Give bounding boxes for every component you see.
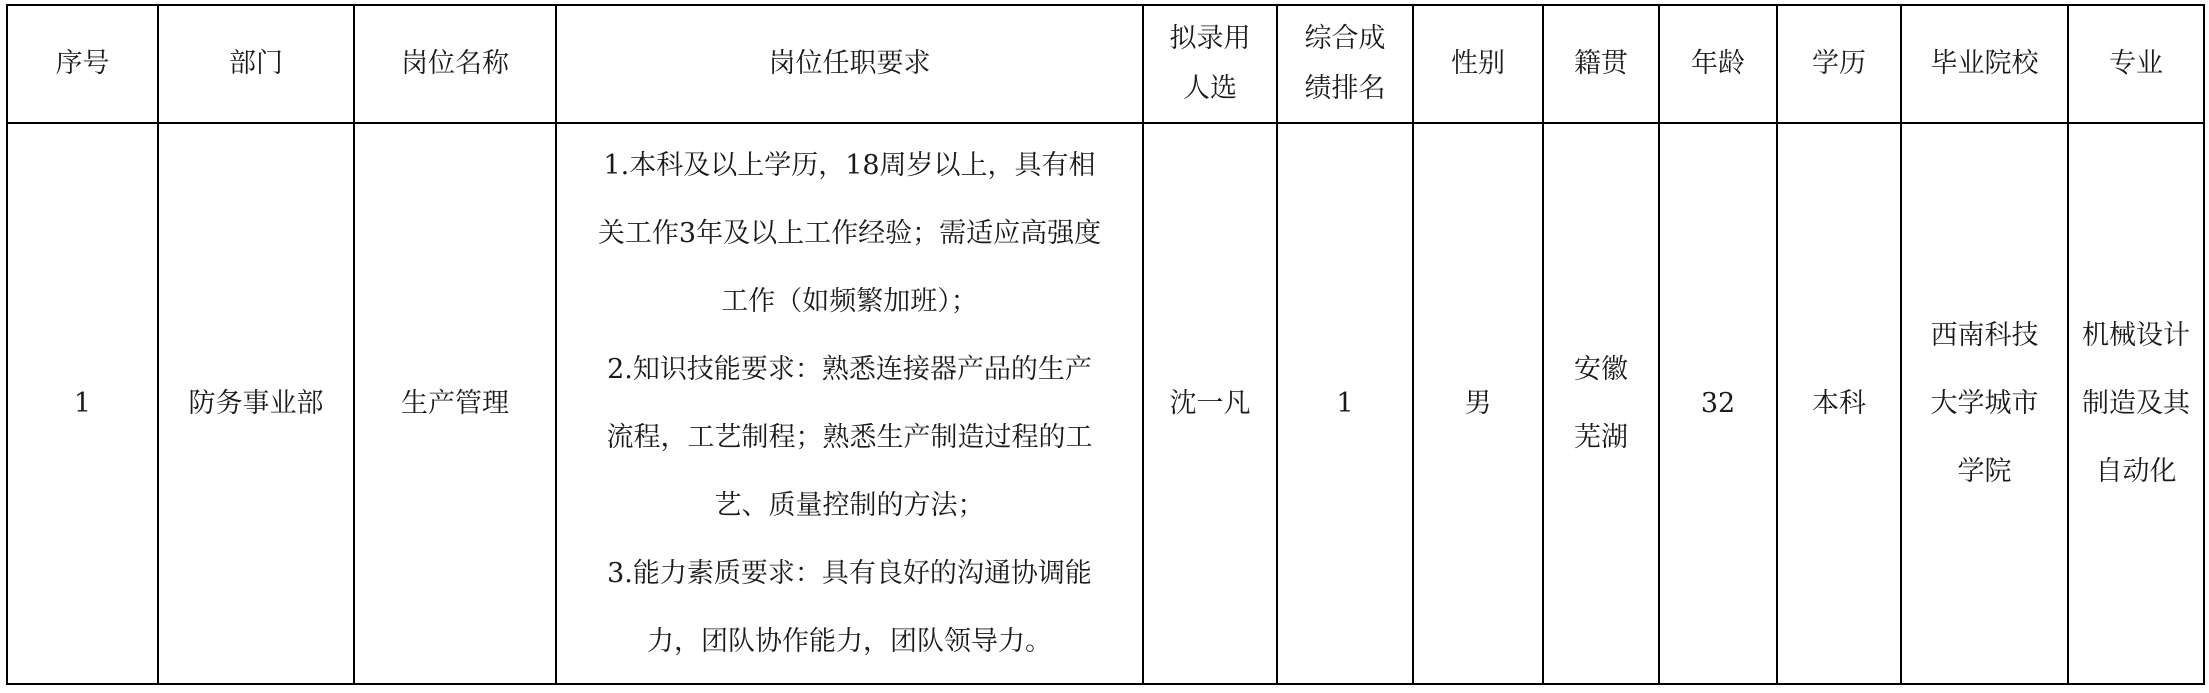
- header-requirements: 岗位任职要求: [556, 5, 1143, 123]
- header-candidate: [1143, 5, 1277, 123]
- cell-candidate: 沈一凡: [1143, 123, 1277, 684]
- cell-gender: 男: [1413, 123, 1543, 684]
- cell-seq: 1: [7, 123, 158, 684]
- header-seq: 序号: [7, 5, 158, 123]
- header-rank: [1277, 5, 1413, 123]
- requirement-line: 工作（如频繁加班）；: [721, 285, 978, 317]
- cell-education: 本科: [1777, 123, 1901, 684]
- header-origin: 籍贯: [1543, 5, 1659, 123]
- cell-major-text: 机械设计制造及其自动化: [2082, 319, 2190, 487]
- header-dept: 部门: [158, 5, 354, 123]
- header-gender: 性别: [1413, 5, 1543, 123]
- header-age: 年龄: [1659, 5, 1777, 123]
- cell-dept: 防务事业部: [158, 123, 354, 684]
- header-candidate-text: 拟录用人选: [1169, 23, 1251, 104]
- header-position: 岗位名称: [354, 5, 556, 123]
- cell-rank: 1: [1277, 123, 1413, 684]
- header-rank-text: 综合成绩排名: [1304, 23, 1386, 104]
- requirement-line: 艺、质量控制的方法；: [714, 489, 985, 521]
- header-row: [7, 5, 2204, 123]
- requirement-line: 1.本科及以上学历，18周岁以上，具有相: [603, 149, 1096, 181]
- requirement-line: 流程，工艺制程；熟悉生产制造过程的工: [606, 421, 1093, 453]
- cell-origin-text: 安徽芜湖: [1574, 353, 1628, 453]
- header-major: 专业: [2068, 5, 2204, 123]
- recruitment-table: [6, 4, 2205, 685]
- cell-school: [1901, 123, 2068, 684]
- cell-school-text: 西南科技大学城市学院: [1930, 319, 2039, 487]
- cell-position: 生产管理: [354, 123, 556, 684]
- requirement-line: 3.能力素质要求：具有良好的沟通协调能: [607, 557, 1092, 589]
- cell-major: [2068, 123, 2204, 684]
- header-school: 毕业院校: [1901, 5, 2068, 123]
- requirement-line: 2.知识技能要求：熟悉连接器产品的生产: [607, 353, 1092, 385]
- header-education: 学历: [1777, 5, 1901, 123]
- cell-age: 32: [1659, 123, 1777, 684]
- requirement-line: 力，团队协作能力，团队领导力。: [647, 625, 1052, 657]
- requirement-line: 关工作3年及以上工作经验；需适应高强度: [597, 217, 1102, 249]
- cell-origin: [1543, 123, 1659, 684]
- cell-requirements: [556, 123, 1143, 684]
- table-row: [7, 123, 2204, 684]
